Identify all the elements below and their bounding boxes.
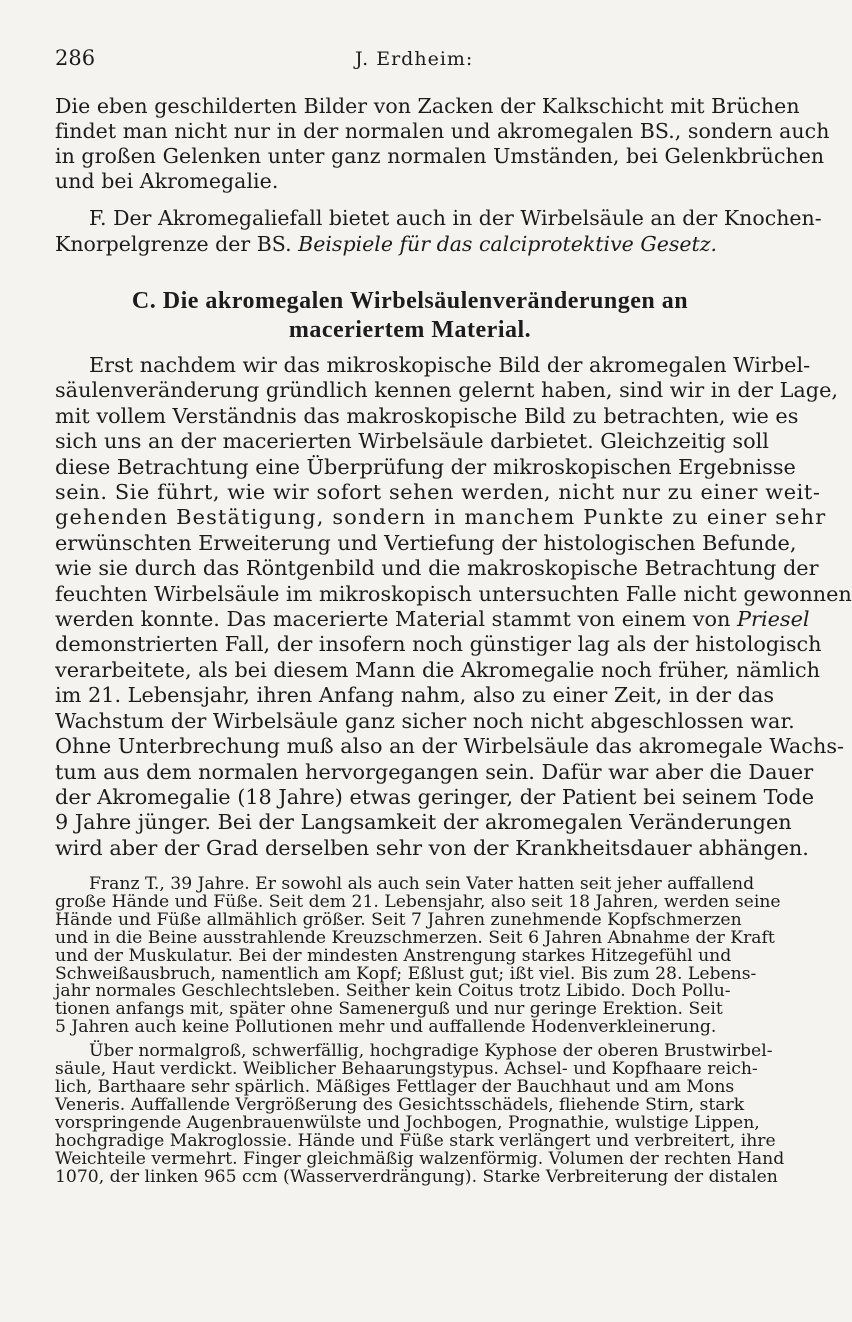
heading-line: C. Die akromegalen Wirbelsäulenveränderungen an — [131, 288, 689, 314]
case-line: Hände und Füße allmählich größer. Seit 7 Jahren zunehmende Kopfschmerzen — [55, 909, 742, 930]
text-line: säulenveränderung gründlich kennen gelernt haben, sind wir in der Lage, — [55, 378, 839, 403]
text-span: Knorpelgrenze der BS. — [55, 232, 299, 256]
text-span: werden konnte. Das macerierte Material stammt von einem von — [55, 607, 738, 632]
running-head: J. Erdheim: — [355, 48, 474, 70]
text-line: F. Der Akromegaliefall bietet auch in der Wirbelsäule an der Knochen- — [89, 206, 822, 230]
case-line: Franz T., 39 Jahre. Er sowohl als auch sein Vater hatten seit jeher auffallend — [89, 874, 755, 894]
case-line: und in die Beine ausstrahlende Kreuzschmerzen. Seit 6 Jahren Abnahme der Kraft — [55, 927, 775, 948]
text-line: und bei Akromegalie. — [55, 169, 279, 193]
italic-title: Beispiele für das calciprotektive Gesetz. — [298, 232, 718, 256]
text-line: diese Betrachtung eine Überprüfung der mikroskopischen Ergebnisse — [55, 454, 796, 479]
text-line: 9 Jahre jünger. Bei der Langsamkeit der akromegalen Veränderungen — [55, 810, 792, 835]
intro-paragraph — [55, 94, 830, 194]
case-line: lich, Barthaare sehr spärlich. Mäßiges Fettlager der Bauchhaut und am Mons — [55, 1076, 735, 1097]
case-line: große Hände und Füße. Seit dem 21. Lebensjahr, also seit 18 Jahren, werden seine — [55, 891, 781, 912]
text-line: Ohne Unterbrechung muß also an der Wirbelsäule das akromegale Wachs- — [55, 734, 845, 759]
text-line: erwünschten Erweiterung und Vertiefung der histologischen Befunde, — [55, 530, 797, 555]
text-line: sich uns an der macerierten Wirbelsäule darbietet. Gleichzeitig soll — [55, 429, 769, 454]
text-line: findet man nicht nur in der normalen und akromegalen BS., sondern auch — [55, 119, 830, 143]
text-line: verarbeitete, als bei diesem Mann die Akromegalie noch früher, nämlich — [55, 657, 821, 682]
text-line: sein. Sie führt, wie wir sofort sehen werden, nicht nur zu einer weit- — [55, 480, 821, 505]
text-line: feuchten Wirbelsäule im mikroskopisch untersuchten Falle nicht gewonnen — [55, 581, 852, 606]
text-line: Die eben geschilderten Bilder von Zacken der Kalkschicht mit Brüchen — [55, 94, 800, 118]
text-line — [55, 231, 765, 257]
text-line: tum aus dem normalen hervorgegangen sein. Dafür war aber die Dauer — [55, 759, 814, 784]
text-line: demonstrierten Fall, der insofern noch günstiger lag als der histologisch — [55, 632, 822, 657]
case-line: 1070, der linken 965 ccm (Wasserverdrängung). Starke Verbreiterung der distalen — [55, 1166, 778, 1187]
text-line: im 21. Lebensjahr, ihren Anfang nahm, also zu einer Zeit, in der das — [55, 683, 775, 708]
text-line: wie sie durch das Röntgenbild und die makroskopische Betrachtung der — [55, 556, 819, 581]
case-line: Weichteile vermehrt. Finger gleichmäßig walzenförmig. Volumen der rechten Hand — [55, 1148, 785, 1169]
case-line: hochgradige Makroglossie. Hände und Füße stark verlängert und verbreitert, ihre — [55, 1130, 776, 1151]
note-f-paragraph — [55, 205, 822, 257]
main-paragraph — [55, 353, 852, 861]
page-header — [55, 46, 760, 76]
text-line: der Akromegalie (18 Jahre) etwas geringer, der Patient bei seinem Tode — [55, 784, 815, 809]
case-line: säule, Haut verdickt. Weiblicher Behaarungstypus. Achsel- und Kopfhaare reich- — [55, 1059, 758, 1080]
author-name: Priesel — [737, 607, 810, 632]
case-report — [55, 874, 785, 1187]
text-line: in großen Gelenken unter ganz normalen Umständen, bei Gelenkbrüchen — [55, 144, 825, 168]
page-number: 286 — [55, 46, 96, 70]
section-heading — [55, 287, 765, 345]
text-line: wird aber der Grad derselben sehr von der Krankheitsdauer abhängen. — [55, 835, 809, 860]
case-line: Über normalgroß, schwerfällig, hochgradige Kyphose der oberen Brustwirbel- — [89, 1041, 773, 1062]
case-line: und der Muskulatur. Bei der mindesten Anstrengung starkes Hitzegefühl und — [55, 945, 732, 966]
case-line: Veneris. Auffallende Vergrößerung des Gesichtsschädels, fliehende Stirn, stark — [55, 1094, 745, 1115]
text-line: gehenden Bestätigung, sondern in manchem Punkte zu einer sehr — [55, 505, 827, 530]
text-line: Erst nachdem wir das mikroskopische Bild der akromegalen Wirbel- — [89, 353, 811, 377]
case-line: tionen anfangs mit, später ohne Samenerguß und nur geringe Erektion. Seit — [55, 999, 723, 1020]
text-line: mit vollem Verständnis das makroskopische Bild zu betrachten, wie es — [55, 403, 799, 428]
text-line: Wachstum der Wirbelsäule ganz sicher noch nicht abgeschlossen war. — [55, 708, 795, 733]
case-line: vorspringende Augenbrauenwülste und Jochbogen, Prognathie, wulstige Lippen, — [55, 1112, 760, 1133]
case-line: jahr normales Geschlechtsleben. Seither kein Coitus trotz Libido. Doch Pollu- — [55, 981, 731, 1002]
case-line: 5 Jahren auch keine Pollutionen mehr und auffallende Hodenverkleinerung. — [55, 1017, 717, 1038]
text-line — [55, 607, 810, 632]
case-line: Schweißausbruch, namentlich am Kopf; Eßlust gut; ißt viel. Bis zum 28. Lebens- — [55, 963, 757, 984]
heading-line: maceriertem Material. — [288, 317, 532, 343]
